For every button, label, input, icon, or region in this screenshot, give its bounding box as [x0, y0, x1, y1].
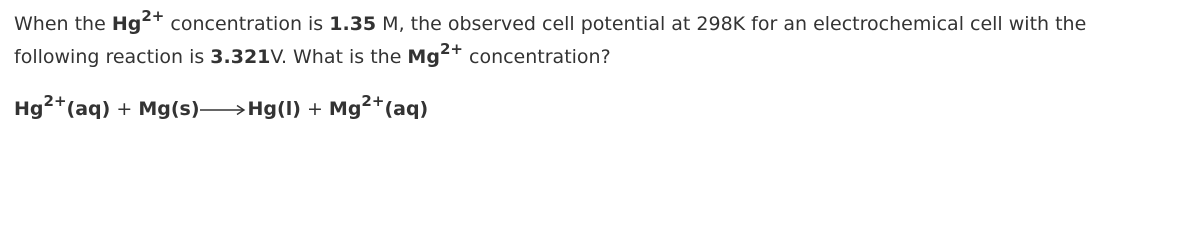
arrow-right-icon	[200, 103, 246, 117]
question-line-1	[14, 8, 1194, 41]
reactant-mercury-ion	[14, 91, 111, 120]
mercury-concentration-value: 1.35	[329, 13, 377, 35]
product-symbol: Mg	[328, 98, 362, 120]
product-state: (aq)	[384, 98, 429, 120]
question-text-segment: V. What is the	[270, 46, 408, 68]
question-text-segment: concentration is	[164, 13, 330, 35]
reactant-charge: 2+	[43, 91, 67, 110]
reactant-symbol: Hg	[14, 98, 44, 120]
product-magnesium-ion	[328, 91, 429, 120]
plus-sign: +	[300, 98, 329, 120]
magnesium-ion-charge: 2+	[439, 39, 463, 58]
mercury-ion-charge: 2+	[141, 6, 165, 25]
question-text-segment: When the	[14, 13, 112, 35]
question-text-segment: concentration?	[462, 46, 611, 68]
reaction-equation	[14, 91, 429, 124]
reactant-state: (aq)	[66, 98, 111, 120]
cell-potential-value: 3.321	[210, 46, 271, 68]
product-mercury: Hg(l)	[247, 98, 301, 120]
magnesium-ion	[407, 39, 463, 68]
question-line-2	[14, 41, 1194, 74]
question-text-segment: M, the observed cell potential at 298K for an electrochemical cell with the	[376, 13, 1087, 35]
question-text-segment: following reaction is	[14, 46, 211, 68]
mercury-ion-symbol: Hg	[111, 13, 142, 35]
question-text	[14, 8, 1194, 74]
product-charge: 2+	[361, 91, 385, 110]
magnesium-ion-symbol: Mg	[407, 46, 440, 68]
reactant-magnesium: Mg(s)	[138, 98, 200, 120]
plus-sign: +	[110, 98, 139, 120]
mercury-ion	[111, 6, 165, 35]
